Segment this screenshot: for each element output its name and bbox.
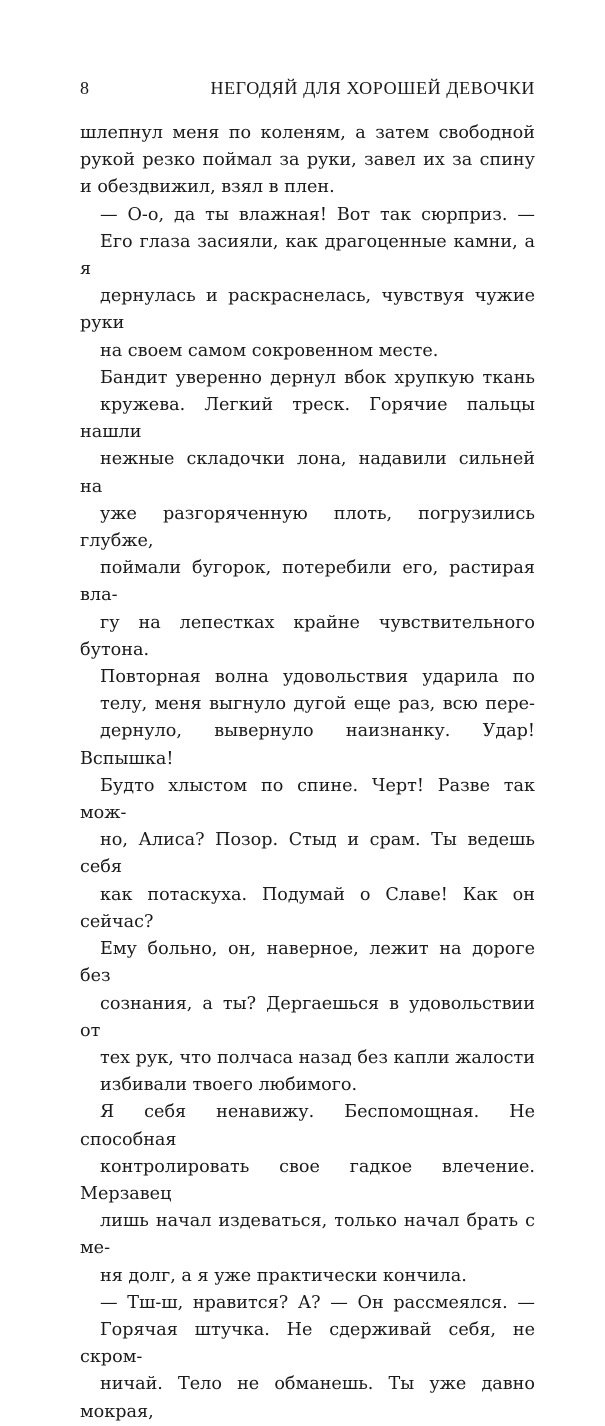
paragraph bbox=[80, 1290, 535, 1426]
text-line: лишь начал издеваться, только начал брать с ме- bbox=[80, 1211, 535, 1259]
text-line: тех рук, что полчаса назад без капли жалости bbox=[100, 1047, 535, 1068]
running-head bbox=[80, 78, 535, 104]
text-line: гу на лепестках крайне чувствительного бутона. bbox=[80, 612, 535, 660]
text-line: на своем самом сокровенном месте. bbox=[100, 340, 439, 361]
book-title: НЕГОДЯЙ ДЛЯ ХОРОШЕЙ ДЕВОЧКИ bbox=[210, 78, 535, 98]
paragraph bbox=[80, 1099, 535, 1289]
text-line: поймали бугорок, потеребили его, растирая вла- bbox=[80, 558, 535, 606]
text-line: дернулась и раскраснелась, чувствуя чужие руки bbox=[80, 286, 535, 334]
text-line: Повторная волна удовольствия ударила по bbox=[100, 667, 535, 688]
text-line: рукой резко поймал за руки, завел их за спину bbox=[80, 150, 535, 171]
text-line: но, Алиса? Позор. Стыд и срам. Ты ведешь себя bbox=[80, 830, 535, 878]
text-line: ня долг, а я уже практически кончила. bbox=[100, 1265, 467, 1286]
text-line: Будто хлыстом по спине. Черт! Разве так мож- bbox=[80, 775, 535, 824]
text-line: телу, меня выгнуло дугой еще раз, всю пере- bbox=[100, 694, 535, 715]
paragraph bbox=[80, 664, 535, 1099]
text-line: кружева. Легкий треск. Горячие пальцы нашли bbox=[80, 395, 535, 443]
paragraph bbox=[80, 120, 535, 202]
text-line: дернуло, вывернуло наизнанку. Удар! Вспышка! bbox=[80, 721, 535, 769]
text-line: — О-о, да ты влажная! Вот так сюрприз. — bbox=[100, 204, 535, 225]
text-line: Его глаза засияли, как драгоценные камни, а я bbox=[80, 231, 535, 280]
text-line: Я себя ненавижу. Беспомощная. Не способная bbox=[80, 1102, 535, 1150]
text-line: шлепнул меня по коленям, а затем свободной bbox=[80, 123, 535, 143]
book-page bbox=[80, 78, 535, 1426]
text-line: уже разгоряченную плоть, погрузились глубже, bbox=[80, 503, 535, 552]
text-line: нежные складочки лона, надавили сильней на bbox=[80, 449, 535, 497]
text-line: ничай. Тело не обманешь. Ты уже давно мокрая, bbox=[80, 1374, 535, 1422]
text-line: и обездвижил, взял в плен. bbox=[80, 177, 335, 198]
text-line: Ему больно, он, наверное, лежит на дороге без bbox=[80, 939, 535, 987]
text-line: как потаскуха. Подумай о Славе! Как он сейчас? bbox=[80, 884, 535, 932]
paragraph bbox=[80, 202, 535, 365]
text-line: сознания, а ты? Дергаешься в удовольствии от bbox=[80, 993, 535, 1041]
text-line: Горячая штучка. Не сдерживай себя, не скром- bbox=[80, 1319, 535, 1368]
text-line: — Тш-ш, нравится? А? — Он рассмеялся. — bbox=[100, 1292, 535, 1313]
text-line: избивали твоего любимого. bbox=[100, 1075, 358, 1096]
paragraph bbox=[80, 365, 535, 664]
text-line: контролировать свое гадкое влечение. Мерзавец bbox=[80, 1156, 535, 1204]
body-text bbox=[80, 120, 535, 1426]
page-number: 8 bbox=[80, 78, 90, 98]
text-line: Бандит уверенно дернул вбок хрупкую ткань bbox=[100, 367, 535, 388]
